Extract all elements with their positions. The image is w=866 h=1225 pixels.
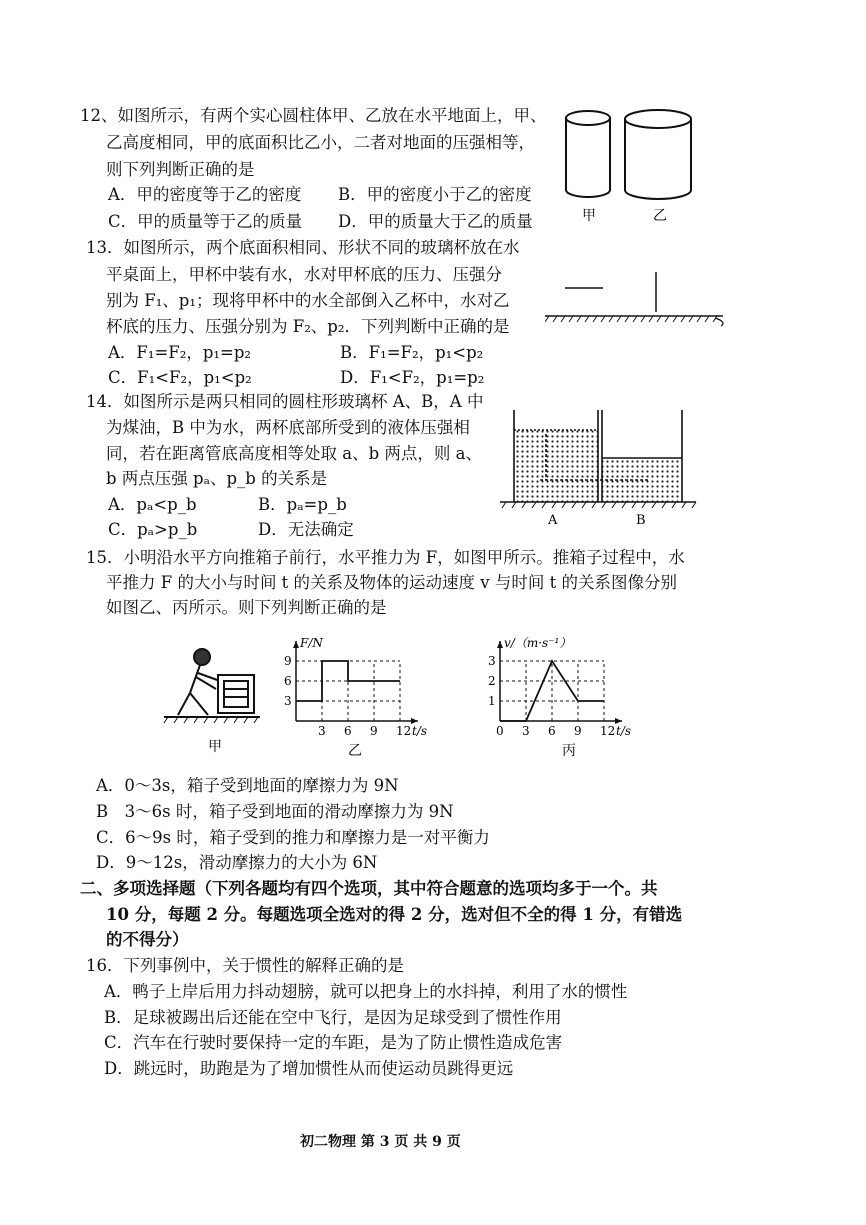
q15-option-c[interactable]: C．6～9s 时，箱子受到的推力和摩擦力是一对平衡力 [96,828,490,847]
x-tick-label: 6 [344,724,352,738]
q14-option-b[interactable]: B．pₐ=p_b [258,495,347,514]
section-2-line-1: 二、多项选择题（下列各题均有四个选项，其中符合题意的选项均多于一个。共 [80,879,658,898]
q13-line-1: 13．如图所示，两个底面积相同、形状不同的玻璃杯放在水 [86,238,520,257]
q13-line-2: 平桌面上，甲杯中装有水，水对甲杯底的压力、压强分 [106,265,502,284]
velocity-time-chart [482,625,652,760]
x-tick-label: 3 [522,724,530,738]
q16-stem: 16．下列事例中，关于惯性的解释正确的是 [86,956,404,975]
y-tick-label: 9 [284,654,292,668]
q13-option-b[interactable]: B．F₁=F₂，p₁<p₂ [340,343,484,362]
q14-beakers-figure [500,404,700,528]
q12-line-2: 乙高度相同，甲的底面积比乙小，二者对地面的压强相等， [106,133,535,152]
q13-line-3: 别为 F₁、p₁；现将甲杯中的水全部倒入乙杯中，水对乙 [106,291,510,310]
beaker-b-label: B [636,513,646,528]
fig-jia-label: 甲 [208,739,222,755]
q14-option-a[interactable]: A．pₐ<p_b [108,495,197,514]
x-tick-label: 0 [496,724,504,738]
y-axis-label: v/（m·s⁻¹） [504,636,572,650]
q15-option-a[interactable]: A．0～3s，箱子受到地面的摩擦力为 9N [96,776,399,795]
q13-line-4: 杯底的压力、压强分别为 F₂、p₂．下列判断中正确的是 [106,317,510,336]
x-axis-label: t/s [616,724,632,738]
y-tick-label: 1 [488,694,496,708]
q16-option-b[interactable]: B．足球被踢出后还能在空中飞行，是因为足球受到了惯性作用 [104,1008,562,1027]
figure-label-yi: 乙 [653,208,667,224]
y-tick-label: 3 [488,654,496,668]
q12-option-a[interactable]: A．甲的密度等于乙的密度 [108,185,302,204]
q13-option-c[interactable]: C．F₁<F₂，p₁<p₂ [108,368,252,387]
q14-line-3: 同，若在距离管底高度相等处取 a、b 两点，则 a、 [106,444,482,463]
y-axis-arrow [293,641,299,648]
kerosene-liquid [514,430,598,502]
section-2-line-3: 的不得分） [106,930,189,949]
y-tick-label: 3 [284,694,292,708]
q14-option-d[interactable]: D．无法确定 [258,520,354,539]
pushing-box-figure [160,645,270,755]
q15-line-1: 15．小明沿水平方向推箱子前行，水平推力为 F，如图甲所示。推箱子过程中，水 [86,548,685,567]
q16-option-a[interactable]: A．鸭子上岸后用力抖动翅膀，就可以把身上的水抖掉，利用了水的惯性 [104,982,628,1001]
q14-line-1: 14．如图所示是两只相同的圆柱形玻璃杯 A、B，A 中 [86,392,484,411]
fig-bing-label: 丙 [562,743,576,759]
q15-option-d[interactable]: D．9～12s，滑动摩擦力的大小为 6N [96,853,378,872]
q16-option-d[interactable]: D．跳远时，助跑是为了增加惯性从而使运动员跳得更远 [104,1059,514,1078]
y-axis-arrow [497,641,503,648]
x-tick-label: 9 [370,724,378,738]
q16-option-c[interactable]: C．汽车在行驶时要保持一定的车距，是为了防止惯性造成危害 [104,1033,563,1052]
fig-yi-label: 乙 [348,743,362,759]
section-2-line-2: 10 分，每题 2 分。每题选项全选对的得 2 分，选对但不全的得 1 分，有错选 [106,905,683,924]
y-tick-label: 2 [488,674,496,688]
q15-option-b[interactable]: B 3～6s 时，箱子受到地面的滑动摩擦力为 9N [96,802,454,821]
q12-option-b[interactable]: B．甲的密度小于乙的密度 [338,185,532,204]
q12-line-3: 则下列判断正确的是 [106,160,255,179]
q12-line-1: 12、如图所示，有两个实心圆柱体甲、乙放在水平地面上，甲、 [80,106,547,125]
q14-line-4: b 两点压强 pₐ、p_b 的关系是 [106,469,328,488]
q13-glasses-figure [545,266,735,330]
x-tick-label: 12 [396,724,412,738]
q14-option-c[interactable]: C．pₐ>p_b [108,520,198,539]
figure-label-jia: 甲 [582,208,596,224]
x-tick-label: 12 [600,724,616,738]
x-tick-label: 3 [318,724,326,738]
y-tick-label: 6 [284,674,292,688]
q13-option-d[interactable]: D．F₁<F₂，p₁=p₂ [340,368,485,387]
x-axis-label: t/s [412,724,428,738]
page-footer: 初二物理 第 3 页 共 9 页 [300,1134,461,1150]
x-tick-label: 9 [574,724,582,738]
q15-line-3: 如图乙、丙所示。则下列判断正确的是 [106,598,387,617]
y-axis-label: F/N [300,636,323,650]
q14-line-2: 为煤油，B 中为水，两杯底部所受到的液体压强相 [106,418,470,437]
q12-option-c[interactable]: C．甲的质量等于乙的质量 [108,212,303,231]
table-hatching [545,316,717,322]
force-time-chart [270,625,450,760]
q15-line-2: 平推力 F 的大小与时间 t 的关系及物体的运动速度 v 与时间 t 的关系图像分别 [106,573,677,592]
beaker-a-label: A [548,513,558,528]
q13-option-a[interactable]: A．F₁=F₂，p₁=p₂ [108,343,252,362]
x-tick-label: 6 [548,724,556,738]
q12-cylinders-figure [556,104,706,238]
q12-option-d[interactable]: D．甲的质量大于乙的质量 [338,212,533,231]
